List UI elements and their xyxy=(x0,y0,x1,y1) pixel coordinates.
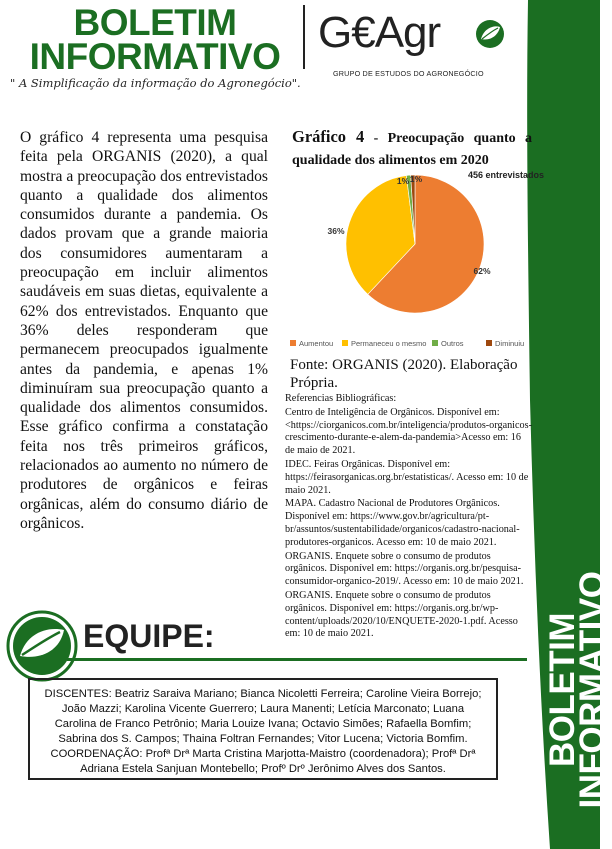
reference-item: ORGANIS. Enquete sobre o consumo de produtos orgânicos. Disponível em: https://organis.org.br/pesquisa-consumidor-organico-2019/. Acesso em: 10 de maio 2021. xyxy=(285,550,524,588)
chart-title-rest: - Preocupação quanto a qualidade dos alimentos em 2020 xyxy=(292,131,532,168)
references xyxy=(285,393,533,642)
leaf-circle-icon xyxy=(6,610,78,682)
title-line1: BOLETIM xyxy=(73,2,237,43)
legend-label: Permaneceu o mesmo xyxy=(351,339,427,348)
side-banner-line2: INFORMATIVO xyxy=(573,571,612,809)
legend-label: Diminuiu xyxy=(495,339,525,348)
data-label: 36% xyxy=(327,226,345,236)
leaf-logo-icon xyxy=(475,19,505,49)
team-line: Adriana Estela Sanjuan Montebello; Profº Drº Jerônimo Alves dos Santos. xyxy=(80,763,446,775)
legend-swatch xyxy=(342,340,348,346)
legend-swatch xyxy=(290,340,296,346)
data-label: 1% xyxy=(409,174,423,184)
legend-label: Outros xyxy=(441,339,464,348)
legend-swatch xyxy=(432,340,438,346)
tagline: " A Simplificação da informação do Agronegócio". xyxy=(10,76,301,90)
team-divider xyxy=(67,658,527,661)
chart-annotation: 456 entrevistados xyxy=(468,170,545,180)
data-label: 1% xyxy=(396,176,410,186)
reference-item: IDEC. Feiras Orgânicas. Disponível em: https://feirasorganicas.org.br/estatisticas/. Acesso em: 10 de maio 2021. xyxy=(285,458,529,496)
team-members-box xyxy=(28,678,498,780)
references-heading: Referencias Bibliográficas: xyxy=(285,393,397,404)
reference-item: ORGANIS. Enquete sobre o consumo de produtos orgânicos. Disponível em: https://organis.org.br/wp-content/uploads/2020/10/ENQUETE-2020-1.pdf. Acesso em: 10 de maio 2021. xyxy=(285,589,518,640)
logo-subtitle: GRUPO DE ESTUDOS DO AGRONEGÓCIO xyxy=(333,69,484,78)
team-line: Carolina de Franco Petrônio; Maria Louize Ivana; Octavio Simões; Rafaella Bomfim; xyxy=(54,718,472,730)
team-line: DISCENTES: Beatriz Saraiva Mariano; Bianca Nicoletti Ferreira; Caroline Vieira Borrejo; xyxy=(44,688,482,700)
geagro-logo-text: G€Agr xyxy=(318,8,441,57)
chart-title-prefix: Gráfico 4 xyxy=(292,127,365,146)
title-line2: INFORMATIVO xyxy=(29,36,281,77)
reference-item: Centro de Inteligência de Orgânicos. Disponível em: <https://ciorganicos.com.br/inteligencia/produtos-organicos-crescimento-durante-e-alem-da-pandemia>Acesso em: 16 de maio de 2021. xyxy=(285,406,532,457)
chart-title xyxy=(292,126,532,172)
side-banner-line1: BOLETIM xyxy=(543,613,582,767)
legend-label: Aumentou xyxy=(299,339,334,348)
side-banner-title xyxy=(543,570,612,810)
legend-swatch xyxy=(486,340,492,346)
team-line: COORDENAÇÃO: Profª Drª Marta Cristina Marjotta-Maistro (coordenadora); Profª Drª xyxy=(50,748,476,760)
newsletter-title xyxy=(20,2,290,77)
data-label: 62% xyxy=(473,266,491,276)
team-heading: EQUIPE: xyxy=(83,618,215,654)
pie-chart xyxy=(299,168,545,350)
team-line: Sabrina dos S. Campos; Thaina Foltran Fernandes; Vitor Lucena; Victoria Bomfim. xyxy=(58,733,468,745)
body-paragraph: O gráfico 4 representa uma pesquisa feita pela ORGANIS (2020), a qual mostra a preocupação dos entrevistados quanto a qualidade dos alimentos consumidos durante a pandemia. Os dados provam que a grande maioria dos consumidores aumentaram a preocupação em incluir alimentos saudáveis em suas dietas, equivalente a 62% dos entrevistados. Enquanto que 36% deles responderam que permanecem preocupados igualmente antes da pandemia, e apenas 1% diminuíram sua preocupação quanto a qualidade dos alimentos consumidos. Esse gráfico confirma a constatação feita nos três primeiros gráficos, relacionados ao aumento no número de produtores de orgânicos e feiras orgânicas, além do consumo diário de orgânicos. xyxy=(20,129,268,532)
reference-item: MAPA. Cadastro Nacional de Produtores Orgânicos. Disponível em: https://www.gov.br/agricultura/pt-br/assuntos/sustentabilidade/organicos/cadastro-nacional-produtores-organicos. Acesso em: 10 de maio 2021. xyxy=(285,498,520,548)
chart-source: Fonte: ORGANIS (2020). Elaboração Própria. xyxy=(290,357,518,391)
header-divider xyxy=(303,5,305,69)
team-line: João Mazzi; Karolina Vicente Guerrero; Laura Manenti; Letícia Marconato; Luana xyxy=(61,703,465,715)
